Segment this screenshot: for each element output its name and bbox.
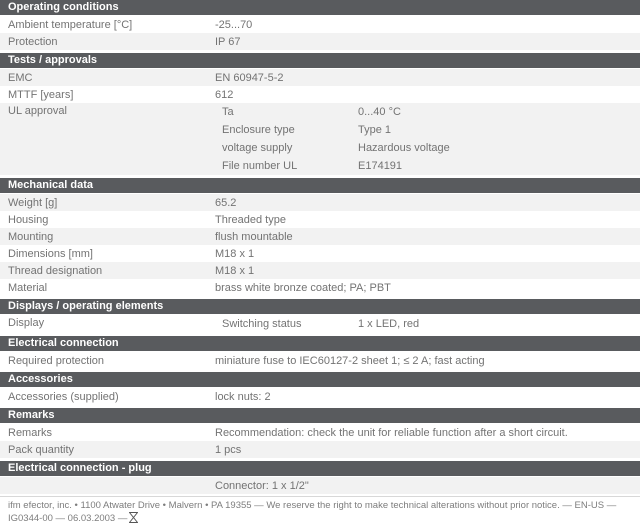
section-header: Operating conditions xyxy=(0,0,640,15)
section-header: Mechanical data xyxy=(0,178,640,193)
subrow-group xyxy=(215,315,640,333)
subrow-label: Switching status xyxy=(222,318,302,330)
spec-row xyxy=(0,424,640,441)
row-label: Display xyxy=(8,317,45,329)
subrow-value: Type 1 xyxy=(358,124,392,136)
spec-row xyxy=(0,388,640,405)
row-label: Housing xyxy=(8,213,49,226)
section xyxy=(0,53,640,175)
spec-row xyxy=(0,211,640,228)
spec-row xyxy=(0,194,640,211)
section-header: Tests / approvals xyxy=(0,53,640,68)
row-label: Mounting xyxy=(8,230,54,243)
row-value: miniature fuse to IEC60127-2 sheet 1; ≤ 2 A; fast acting xyxy=(215,354,485,367)
row-label: Dimensions [mm] xyxy=(8,247,93,260)
row-value: brass white bronze coated; PA; PBT xyxy=(215,281,391,294)
row-value: -25...70 xyxy=(215,18,253,31)
footer-text: ifm efector, inc. • 1100 Atwater Drive • Malvern • PA 19355 — We reserve the right to make technical alterations without prior notice. — EN-US — IG0344-00 — 06.03.2003 — xyxy=(8,500,617,524)
row-label: Material xyxy=(8,281,48,294)
row-value: M18 x 1 xyxy=(215,264,255,277)
spec-row xyxy=(0,228,640,245)
row-label: MTTF [years] xyxy=(8,88,74,101)
row-value: flush mountable xyxy=(215,230,293,243)
row-label: Remarks xyxy=(8,426,53,439)
section xyxy=(0,372,640,405)
row-label: Pack quantity xyxy=(8,443,75,456)
row-label: UL approval xyxy=(8,105,67,117)
spec-row xyxy=(0,315,640,333)
spec-subrow xyxy=(215,139,640,157)
subrow-group xyxy=(215,103,640,175)
row-label: Ambient temperature [°C] xyxy=(8,18,133,31)
footer xyxy=(0,496,640,524)
spec-row xyxy=(0,86,640,103)
spec-row xyxy=(0,441,640,458)
subrow-value: Hazardous voltage xyxy=(358,142,450,154)
row-label: EMC xyxy=(8,71,33,84)
subrow-label: File number UL xyxy=(222,160,298,172)
spec-subrow xyxy=(215,157,640,175)
row-value: EN 60947-5-2 xyxy=(215,71,284,84)
row-value: M18 x 1 xyxy=(215,247,255,260)
spec-row xyxy=(0,69,640,86)
row-label: Thread designation xyxy=(8,264,103,277)
subrow-value: 0...40 °C xyxy=(358,106,401,118)
section xyxy=(0,408,640,458)
spec-row xyxy=(0,33,640,50)
row-label: Accessories (supplied) xyxy=(8,390,119,403)
subrow-label: voltage supply xyxy=(222,142,293,154)
hourglass-icon xyxy=(129,512,138,523)
spec-row xyxy=(0,352,640,369)
section-header: Remarks xyxy=(0,408,640,423)
row-value: IP 67 xyxy=(215,35,241,48)
section-header: Electrical connection - plug xyxy=(0,461,640,476)
spec-subrow xyxy=(215,103,640,121)
section xyxy=(0,299,640,333)
spec-row xyxy=(0,16,640,33)
spec-row xyxy=(0,103,640,175)
row-label: Protection xyxy=(8,35,58,48)
row-value: lock nuts: 2 xyxy=(215,390,271,403)
spec-row xyxy=(0,477,640,494)
subrow-value: E174191 xyxy=(358,160,403,172)
section xyxy=(0,336,640,369)
row-value: Recommendation: check the unit for reliable function after a short circuit. xyxy=(215,426,568,439)
row-value: Threaded type xyxy=(215,213,286,226)
spec-subrow xyxy=(215,121,640,139)
section xyxy=(0,461,640,494)
subrow-label: Ta xyxy=(222,106,234,118)
section-header: Electrical connection xyxy=(0,336,640,351)
spec-row xyxy=(0,279,640,296)
row-value: 612 xyxy=(215,88,234,101)
row-value: 65.2 xyxy=(215,196,237,209)
section xyxy=(0,0,640,50)
row-label: Required protection xyxy=(8,354,105,367)
row-label: Weight [g] xyxy=(8,196,58,209)
section xyxy=(0,178,640,296)
subrow-value: 1 x LED, red xyxy=(358,318,420,330)
section-header: Accessories xyxy=(0,372,640,387)
row-value: 1 pcs xyxy=(215,443,242,456)
spec-subrow xyxy=(215,315,640,333)
row-value: Connector: 1 x 1/2" xyxy=(215,479,309,492)
spec-row xyxy=(0,262,640,279)
section-header: Displays / operating elements xyxy=(0,299,640,314)
subrow-label: Enclosure type xyxy=(222,124,295,136)
spec-row xyxy=(0,245,640,262)
